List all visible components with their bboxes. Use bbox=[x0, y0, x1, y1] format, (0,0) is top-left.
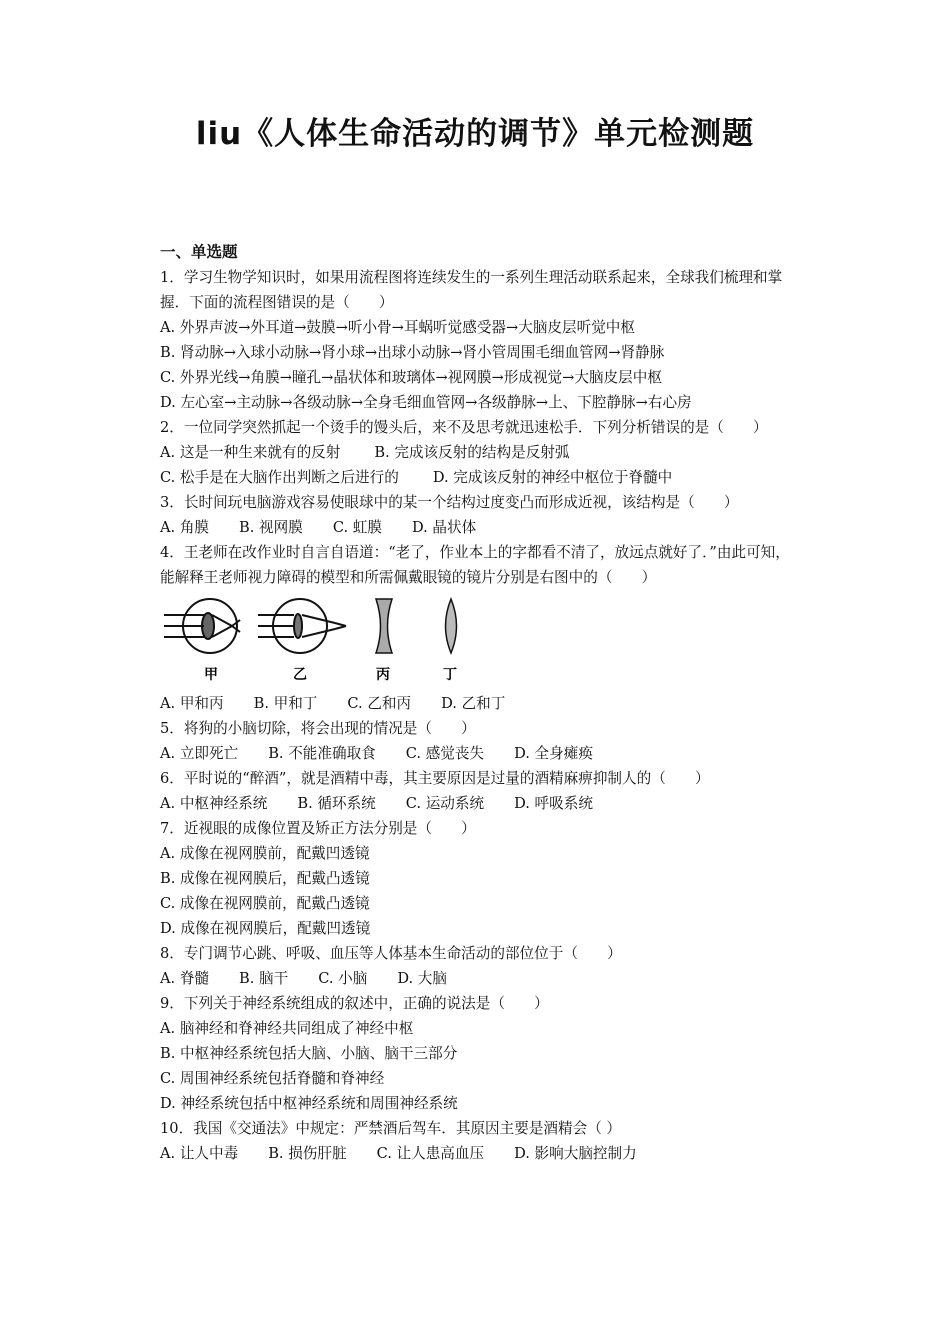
question-1-option-c: C. 外界光线→角膜→瞳孔→晶状体和玻璃体→视网膜→形成视觉→大脑皮层中枢 bbox=[160, 369, 662, 386]
question-1-option-d: D. 左心室→主动脉→各级动脉→全身毛细血管网→各级静脉→上、下腔静脉→右心房 bbox=[160, 394, 692, 411]
question-9-option-c: C. 周围神经系统包括脊髓和脊神经 bbox=[160, 1070, 385, 1087]
question-7-text: 7．近视眼的成像位置及矫正方法分别是（ ） bbox=[160, 820, 476, 837]
question-6-option-c: C. 运动系统 bbox=[405, 795, 485, 812]
question-8-option-d: D. 大脑 bbox=[397, 970, 447, 987]
question-5-text: 5．将狗的小脑切除，将会出现的情况是（ ） bbox=[160, 720, 476, 737]
eye-model-jia bbox=[164, 599, 240, 653]
question-1-option-b: B. 肾动脉→入球小动脉→肾小球→出球小动脉→肾小管周围毛细血管网→肾静脉 bbox=[160, 344, 665, 361]
figure-label-bing: 丙 bbox=[376, 667, 390, 683]
question-5-option-b: B. 不能准确取食 bbox=[268, 745, 376, 762]
document-title: liu《人体生命活动的调节》单元检测题 bbox=[195, 116, 755, 152]
question-6-option-b: B. 循环系统 bbox=[297, 795, 376, 812]
question-7-option-a: A. 成像在视网膜前，配戴凹透镜 bbox=[160, 845, 370, 862]
question-1-option-a: A. 外界声波→外耳道→鼓膜→听小骨→耳蜗听觉感受器→大脑皮层听觉中枢 bbox=[160, 319, 635, 336]
question-4-option-a: A. 甲和丙 bbox=[160, 695, 224, 712]
question-2-option-a: A. 这是一种生来就有的反射 bbox=[160, 444, 341, 461]
question-4-option-d: D. 乙和丁 bbox=[441, 695, 506, 712]
question-8-option-b: B. 脑干 bbox=[239, 970, 289, 987]
question-10-option-d: D. 影响大脑控制力 bbox=[514, 1145, 637, 1162]
question-10-option-a: A. 让人中毒 bbox=[160, 1145, 239, 1162]
question-2-options-row-1 bbox=[160, 440, 792, 465]
question-3-option-a: A. 角膜 bbox=[160, 519, 210, 536]
figure-label-yi: 乙 bbox=[293, 667, 307, 683]
question-2-text: 2．一位同学突然抓起一个烫手的馒头后，来不及思考就迅速松手．下列分析错误的是（ ） bbox=[160, 419, 768, 436]
question-7-option-c: C. 成像在视网膜前，配戴凸透镜 bbox=[160, 895, 370, 912]
question-4-option-b: B. 甲和丁 bbox=[253, 695, 318, 712]
question-4-option-c: C. 乙和丙 bbox=[347, 695, 412, 712]
question-3-text: 3．长时间玩电脑游戏容易使眼球中的某一个结构过度变凸而形成近视，该结构是（ ） bbox=[160, 494, 739, 511]
question-9-option-a: A. 脑神经和脊神经共同组成了神经中枢 bbox=[160, 1020, 414, 1037]
figure-label-ding: 丁 bbox=[443, 667, 457, 683]
question-2-option-c: C. 松手是在大脑作出判断之后进行的 bbox=[160, 469, 399, 486]
question-8-options bbox=[160, 966, 792, 991]
question-3-option-d: D. 晶状体 bbox=[411, 519, 477, 536]
question-5-option-d: D. 全身瘫痪 bbox=[514, 745, 593, 762]
question-list bbox=[160, 240, 792, 1166]
question-8-option-c: C. 小脑 bbox=[318, 970, 368, 987]
question-10-option-b: B. 损伤肝脏 bbox=[268, 1145, 347, 1162]
question-7-option-b: B. 成像在视网膜后，配戴凸透镜 bbox=[160, 870, 370, 887]
concave-lens-bing bbox=[376, 599, 392, 653]
question-5-options bbox=[160, 741, 792, 766]
question-4-text: 4．王老师在改作业时自言自语道：“老了，作业本上的字都看不清了，放远点就好了．”由此可知，能解释王老师视力障碍的模型和所需佩戴眼镜的镜片分别是右图中的（ ） bbox=[160, 544, 790, 586]
question-8-text: 8．专门调节心跳、呼吸、血压等人体基本生命活动的部位位于（ ） bbox=[160, 945, 622, 962]
question-6-options bbox=[160, 791, 792, 816]
eye-lens-diagram bbox=[160, 593, 480, 689]
convex-lens-ding bbox=[446, 599, 457, 653]
eye-model-yi bbox=[258, 599, 346, 653]
section-heading: 一、单选题 bbox=[160, 243, 238, 261]
question-5-option-a: A. 立即死亡 bbox=[160, 745, 239, 762]
question-8-option-a: A. 脊髓 bbox=[160, 970, 210, 987]
question-7-option-d: D. 成像在视网膜后，配戴凹透镜 bbox=[160, 920, 371, 937]
question-10-options bbox=[160, 1141, 792, 1166]
question-6-option-a: A. 中枢神经系统 bbox=[160, 795, 268, 812]
eye-lens-figure bbox=[160, 593, 792, 689]
question-10-text: 10．我国《交通法》中规定：严禁酒后驾车．其原因主要是酒精会（ ） bbox=[160, 1120, 622, 1137]
question-4-options bbox=[160, 691, 792, 716]
question-1-text: 1．学习生物学知识时，如果用流程图将连续发生的一系列生理活动联系起来，全球我们梳理和掌握．下面的流程图错误的是（ ） bbox=[160, 269, 783, 311]
question-9-option-b: B. 中枢神经系统包括大脑、小脑、脑干三部分 bbox=[160, 1045, 458, 1062]
question-3-option-c: C. 虹膜 bbox=[332, 519, 382, 536]
question-2-option-d: D. 完成该反射的神经中枢位于脊髓中 bbox=[432, 469, 673, 486]
question-5-option-c: C. 感觉丧失 bbox=[405, 745, 485, 762]
question-2-option-b: B. 完成该反射的结构是反射弧 bbox=[374, 444, 570, 461]
figure-label-jia: 甲 bbox=[204, 667, 218, 683]
question-2-options-row-2 bbox=[160, 465, 792, 490]
question-3-option-b: B. 视网膜 bbox=[239, 519, 303, 536]
question-10-option-c: C. 让人患高血压 bbox=[376, 1145, 485, 1162]
question-9-text: 9．下列关于神经系统组成的叙述中，正确的说法是（ ） bbox=[160, 995, 549, 1012]
question-6-text: 6．平时说的“醉酒”，就是酒精中毒，其主要原因是过量的酒精麻痹抑制人的（ ） bbox=[160, 770, 710, 787]
question-6-option-d: D. 呼吸系统 bbox=[514, 795, 593, 812]
question-3-options bbox=[160, 515, 792, 540]
question-9-option-d: D. 神经系统包括中枢神经系统和周围神经系统 bbox=[160, 1095, 458, 1112]
